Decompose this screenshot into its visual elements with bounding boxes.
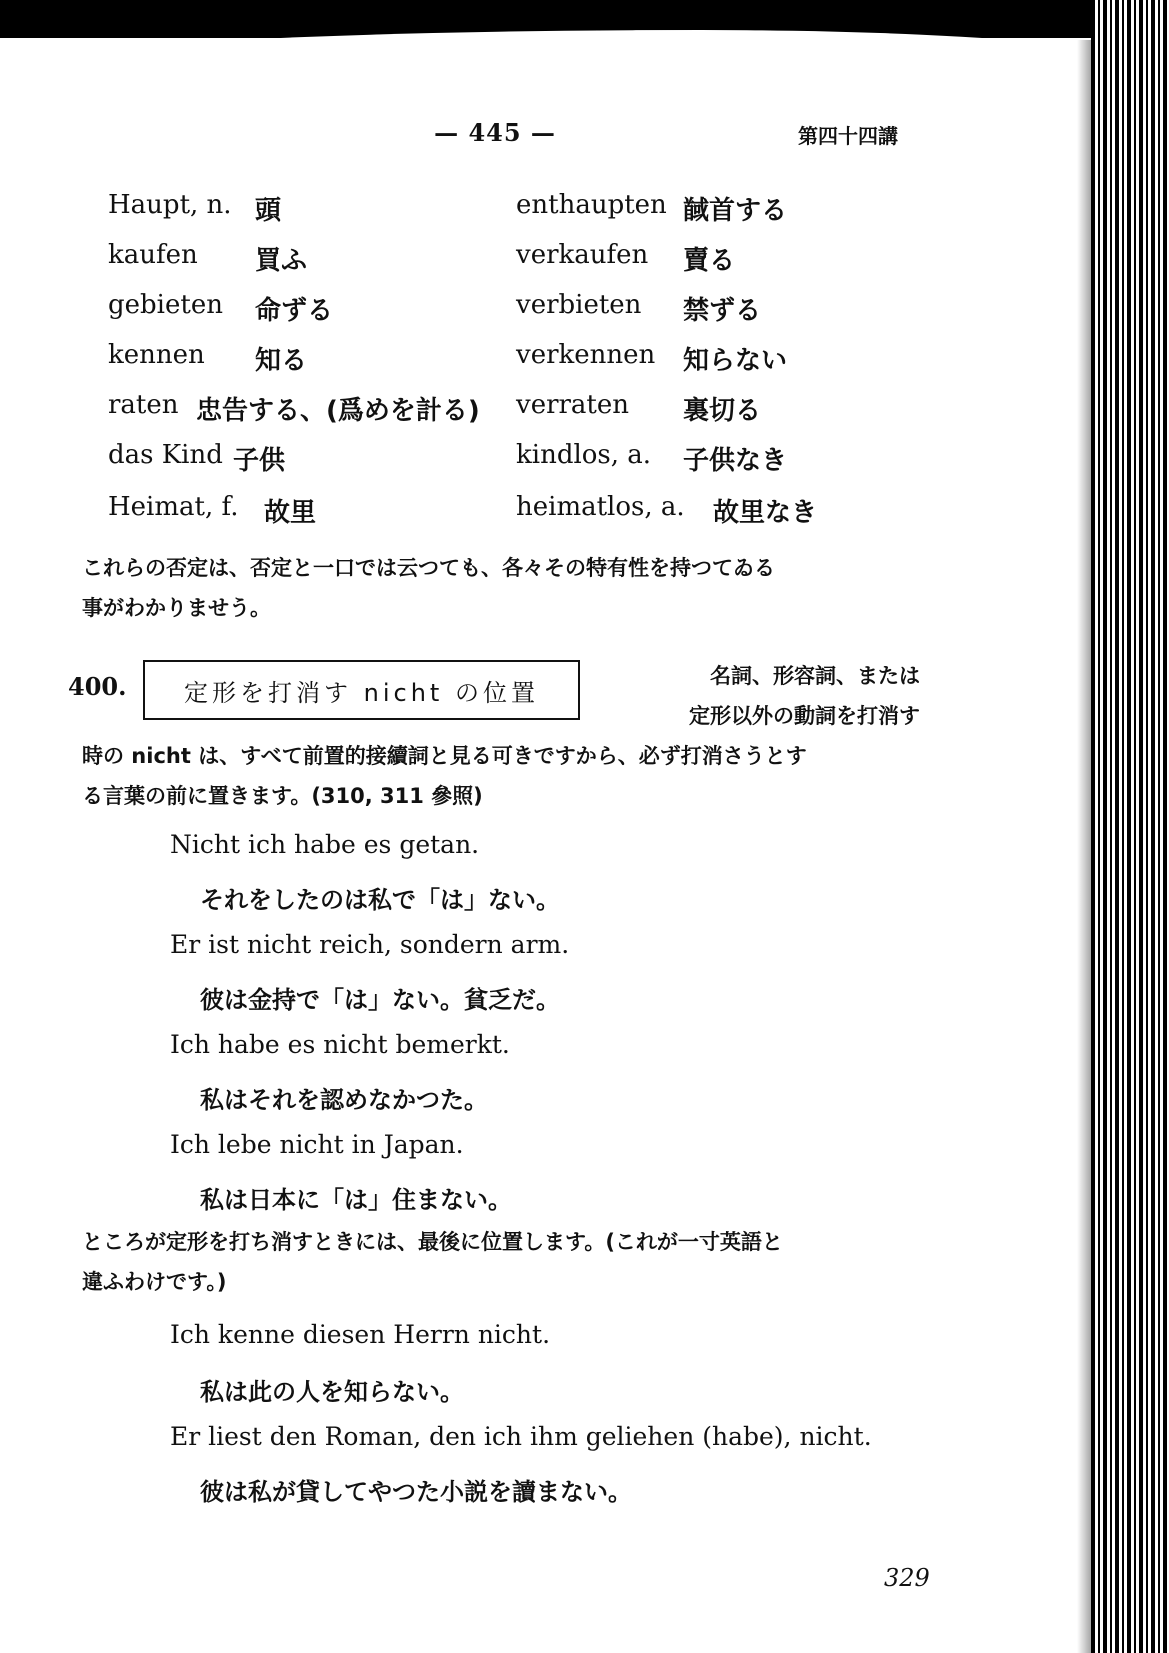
vocab-de2: enthaupten: [516, 190, 667, 220]
vocab-de: kennen: [108, 340, 205, 370]
example-japanese: 私はそれを認めなかつた。: [200, 1086, 488, 1114]
vocab-ja2: 故里なき: [713, 498, 818, 528]
vocab-de: raten: [108, 390, 179, 420]
vocab-ja: 知る: [255, 346, 308, 376]
vocab-ja2: 馘首する: [683, 196, 788, 226]
vocab-ja2: 賣る: [683, 246, 736, 276]
vocab-ja: 頭: [255, 196, 282, 226]
spine-shadow: [1077, 40, 1091, 1653]
vocab-ja2: 裏切る: [683, 396, 762, 426]
vocab-de: kaufen: [108, 240, 198, 270]
paragraph-line: ところが定形を打ち消すときには、最後に位置します。(これが一寸英語と: [82, 1230, 783, 1254]
vocab-de2: verkaufen: [516, 240, 649, 270]
vocab-ja: 子供: [233, 446, 286, 476]
example-german: Er ist nicht reich, sondern arm.: [170, 930, 570, 959]
folio-number: 329: [884, 1564, 930, 1592]
section-number: 400.: [68, 672, 127, 701]
chapter-title: 第四十四講: [798, 124, 898, 148]
paragraph-line: る言葉の前に置きます。(310, 311 參照): [82, 784, 483, 808]
vocab-ja: 買ふ: [255, 246, 308, 276]
paragraph-line: 事がわかりませう。: [82, 596, 271, 620]
paragraph-line: これらの否定は、否定と一口では云つても、各々その特有性を持つてゐる: [82, 556, 775, 580]
section-title-box: [143, 660, 580, 720]
vocab-ja2: 知らない: [683, 346, 788, 376]
paragraph-3: [82, 1222, 927, 1302]
vocab-ja: 故里: [264, 498, 317, 528]
example-german: Nicht ich habe es getan.: [170, 830, 480, 859]
vocab-de2: kindlos, a.: [516, 440, 652, 470]
example-japanese: 私は此の人を知らない。: [200, 1378, 464, 1406]
vocab-de: Haupt, n.: [108, 190, 232, 220]
scan-border: [0, 0, 1169, 38]
section-title: 定形を打消す nicht の位置: [184, 678, 539, 707]
paragraph-2: [82, 736, 927, 816]
vocab-de2: verraten: [516, 390, 630, 420]
vocab-de: Heimat, f.: [108, 492, 239, 522]
vocab-ja2: 子供なき: [683, 446, 788, 476]
paragraph-line: 時の nicht は、すべて前置的接續詞と見る可きですから、必ず打消さうとす: [82, 744, 807, 768]
vocab-ja: 命ずる: [255, 296, 334, 326]
vocab-de2: verbieten: [516, 290, 642, 320]
example-japanese: 彼は金持で「は」ない。貧乏だ。: [200, 986, 560, 1014]
section-side-text: 定形以外の動詞を打消す: [689, 704, 920, 728]
example-german: Ich habe es nicht bemerkt.: [170, 1030, 510, 1059]
paragraph-line: 違ふわけです。): [82, 1270, 227, 1294]
vocab-de2: verkennen: [516, 340, 656, 370]
example-german: Er liest den Roman, den ich ihm geliehen (habe), nicht.: [170, 1422, 872, 1451]
vocab-de: das Kind: [108, 440, 223, 470]
vocab-ja2: 禁ずる: [683, 296, 762, 326]
example-japanese: 私は日本に「は」住まない。: [200, 1186, 512, 1214]
book-spine: [1091, 0, 1169, 1653]
vocab-ja: 忠告する、(爲めを計る): [196, 396, 480, 426]
example-german: Ich kenne diesen Herrn nicht.: [170, 1320, 551, 1349]
paragraph-1: [82, 548, 927, 628]
example-japanese: 彼は私が貸してやつた小説を讀まない。: [200, 1478, 632, 1506]
section-side-text: 名詞、形容詞、または: [710, 664, 920, 688]
page-number: — 445 —: [434, 118, 556, 147]
vocab-de2: heimatlos, a.: [516, 492, 685, 522]
example-japanese: それをしたのは私で「は」ない。: [200, 886, 560, 914]
example-german: Ich lebe nicht in Japan.: [170, 1130, 464, 1159]
vocab-de: gebieten: [108, 290, 223, 320]
